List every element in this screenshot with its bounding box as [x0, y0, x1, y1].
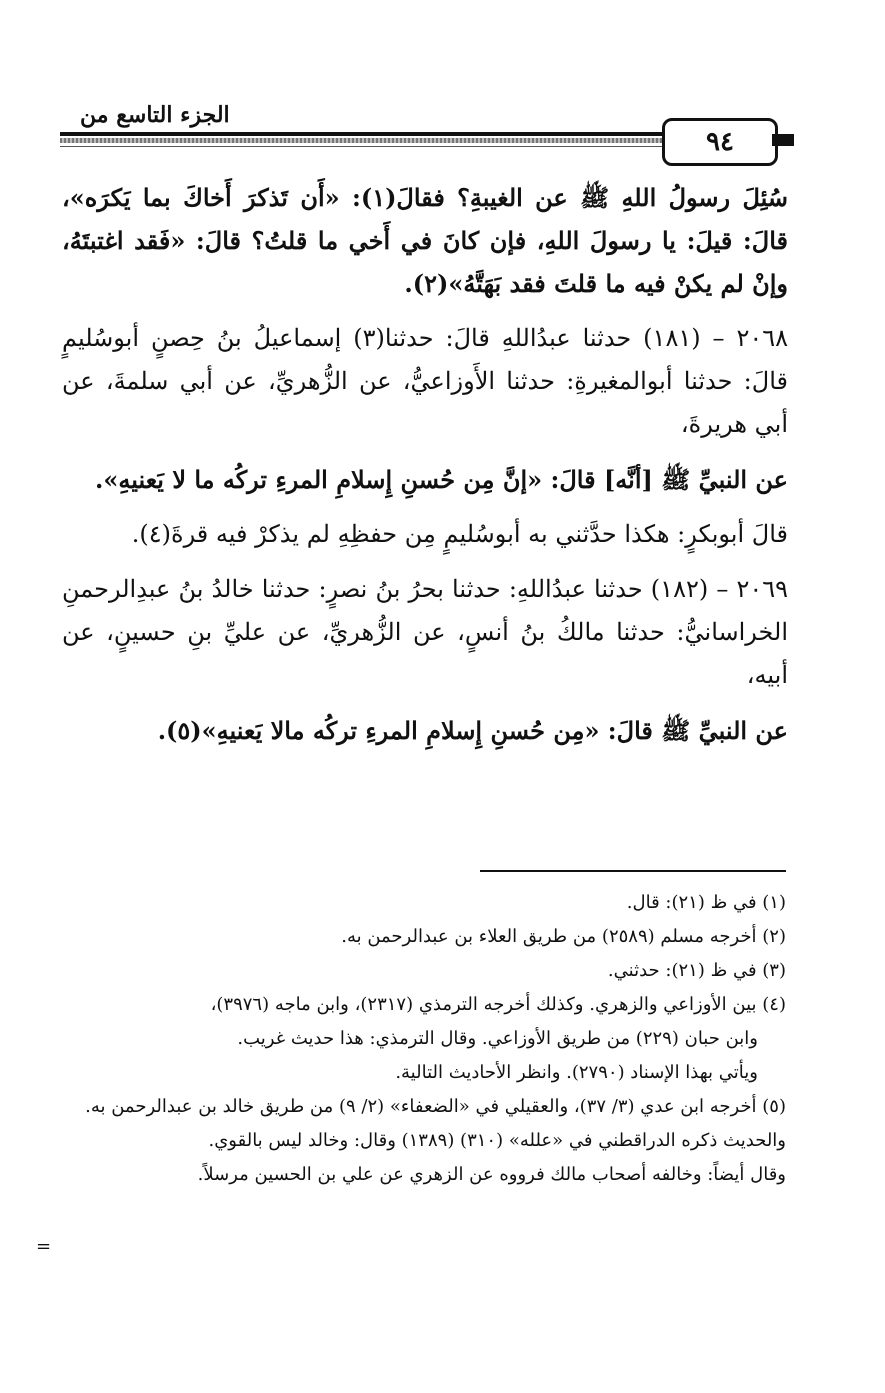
footnote-continuation: وابن حبان (٢٢٩) من طريق الأوزاعي. وقال الترمذي: هذا حديث غريب. — [237, 1028, 758, 1049]
page-number-tab — [772, 134, 794, 146]
isnad-paragraph: ٢٠٦٩ – (١٨٢) حدثنا عبدُاللهِ: حدثنا بحرُ بنُ نصرٍ: حدثنا خالدُ بنُ عبدِالرحمنِ الخراسانيُّ: حدثنا مالكُ بنُ أنسٍ، عن الزُّهريِّ، عن عليِّ بنِ حسينٍ، عن أبيه، — [62, 575, 789, 689]
footnote: (٣) في ظ (٢١): حدثني. — [607, 960, 786, 981]
continuation-mark: = — [36, 1236, 52, 1257]
hadith-paragraph: سُئِلَ رسولُ اللهِ ﷺ عن الغيبةِ؟ فقالَ(١): «أَن تَذكرَ أَخاكَ بما يَكرَه»، قالَ: قيلَ: يا رسولَ اللهِ، فإن كانَ في أَخي ما قلتُ؟ قالَ: «فَقد اغتبتَهُ، وإنْ لم يكنْ فيه ما قلتَ فقد بَهَتَّهُ»(٢). — [62, 183, 788, 298]
header-rule-thin — [60, 146, 760, 147]
footnote: (٤) بين الأوزاعي والزهري. وكذلك أخرجه الترمذي (٢٣١٧)، وابن ماجه (٣٩٧٦)، — [210, 994, 786, 1015]
footnote: (٥) أخرجه ابن عدي (٣/ ٣٧)، والعقيلي في «الضعفاء» (٢/ ٩) من طريق خالد بن عبدالرحمن به. — [85, 1096, 786, 1117]
footnote: (١) في ظ (٢١): قال. — [626, 892, 786, 913]
running-title: الجزء التاسع من — [80, 102, 230, 128]
page-number: ٩٤ — [662, 118, 778, 166]
footnote: (٢) أخرجه مسلم (٢٥٨٩) من طريق العلاء بن عبدالرحمن به. — [341, 926, 786, 947]
header-rule — [60, 132, 760, 136]
footnote-separator — [480, 870, 786, 872]
main-text — [62, 176, 788, 752]
comment-paragraph: قالَ أبوبكرٍ: هكذا حدَّثني به أبوسُليمٍ مِن حفظِهِ لم يذكرْ فيه قرةَ(٤). — [131, 520, 788, 548]
hadith-paragraph: عن النبيِّ ﷺ قالَ: «مِن حُسنِ إِسلامِ المرءِ تركُه مالا يَعنيهِ»(٥). — [157, 716, 788, 745]
hadith-paragraph: عن النبيِّ ﷺ [أنَّه] قالَ: «إنَّ مِن حُسنِ إِسلامِ المرءِ تركُه ما لا يَعنيهِ». — [95, 465, 788, 494]
page-header — [60, 100, 790, 160]
footnote-continuation: ويأتي بهذا الإسناد (٢٧٩٠). وانظر الأحاديث التالية. — [395, 1062, 758, 1083]
footnotes — [62, 886, 786, 1192]
header-rule-ornament — [60, 138, 760, 143]
footnote-continuation: وقال أيضاً: وخالفه أصحاب مالك فرووه عن الزهري عن علي بن الحسين مرسلاً. — [197, 1164, 786, 1185]
isnad-paragraph: ٢٠٦٨ – (١٨١) حدثنا عبدُاللهِ قالَ: حدثنا(٣) إسماعيلُ بنُ حِصنٍ أبوسُليمٍ قالَ: حدثنا أبوالمغيرةِ: حدثنا الأَوزاعيُّ، عن الزُّهريِّ، عن أبي سلمةَ، عن أبي هريرةَ، — [62, 324, 788, 438]
footnote-continuation: والحديث ذكره الدراقطني في «علله» (٣١٠) (١٣٨٩) وقال: وخالد ليس بالقوي. — [208, 1130, 786, 1151]
